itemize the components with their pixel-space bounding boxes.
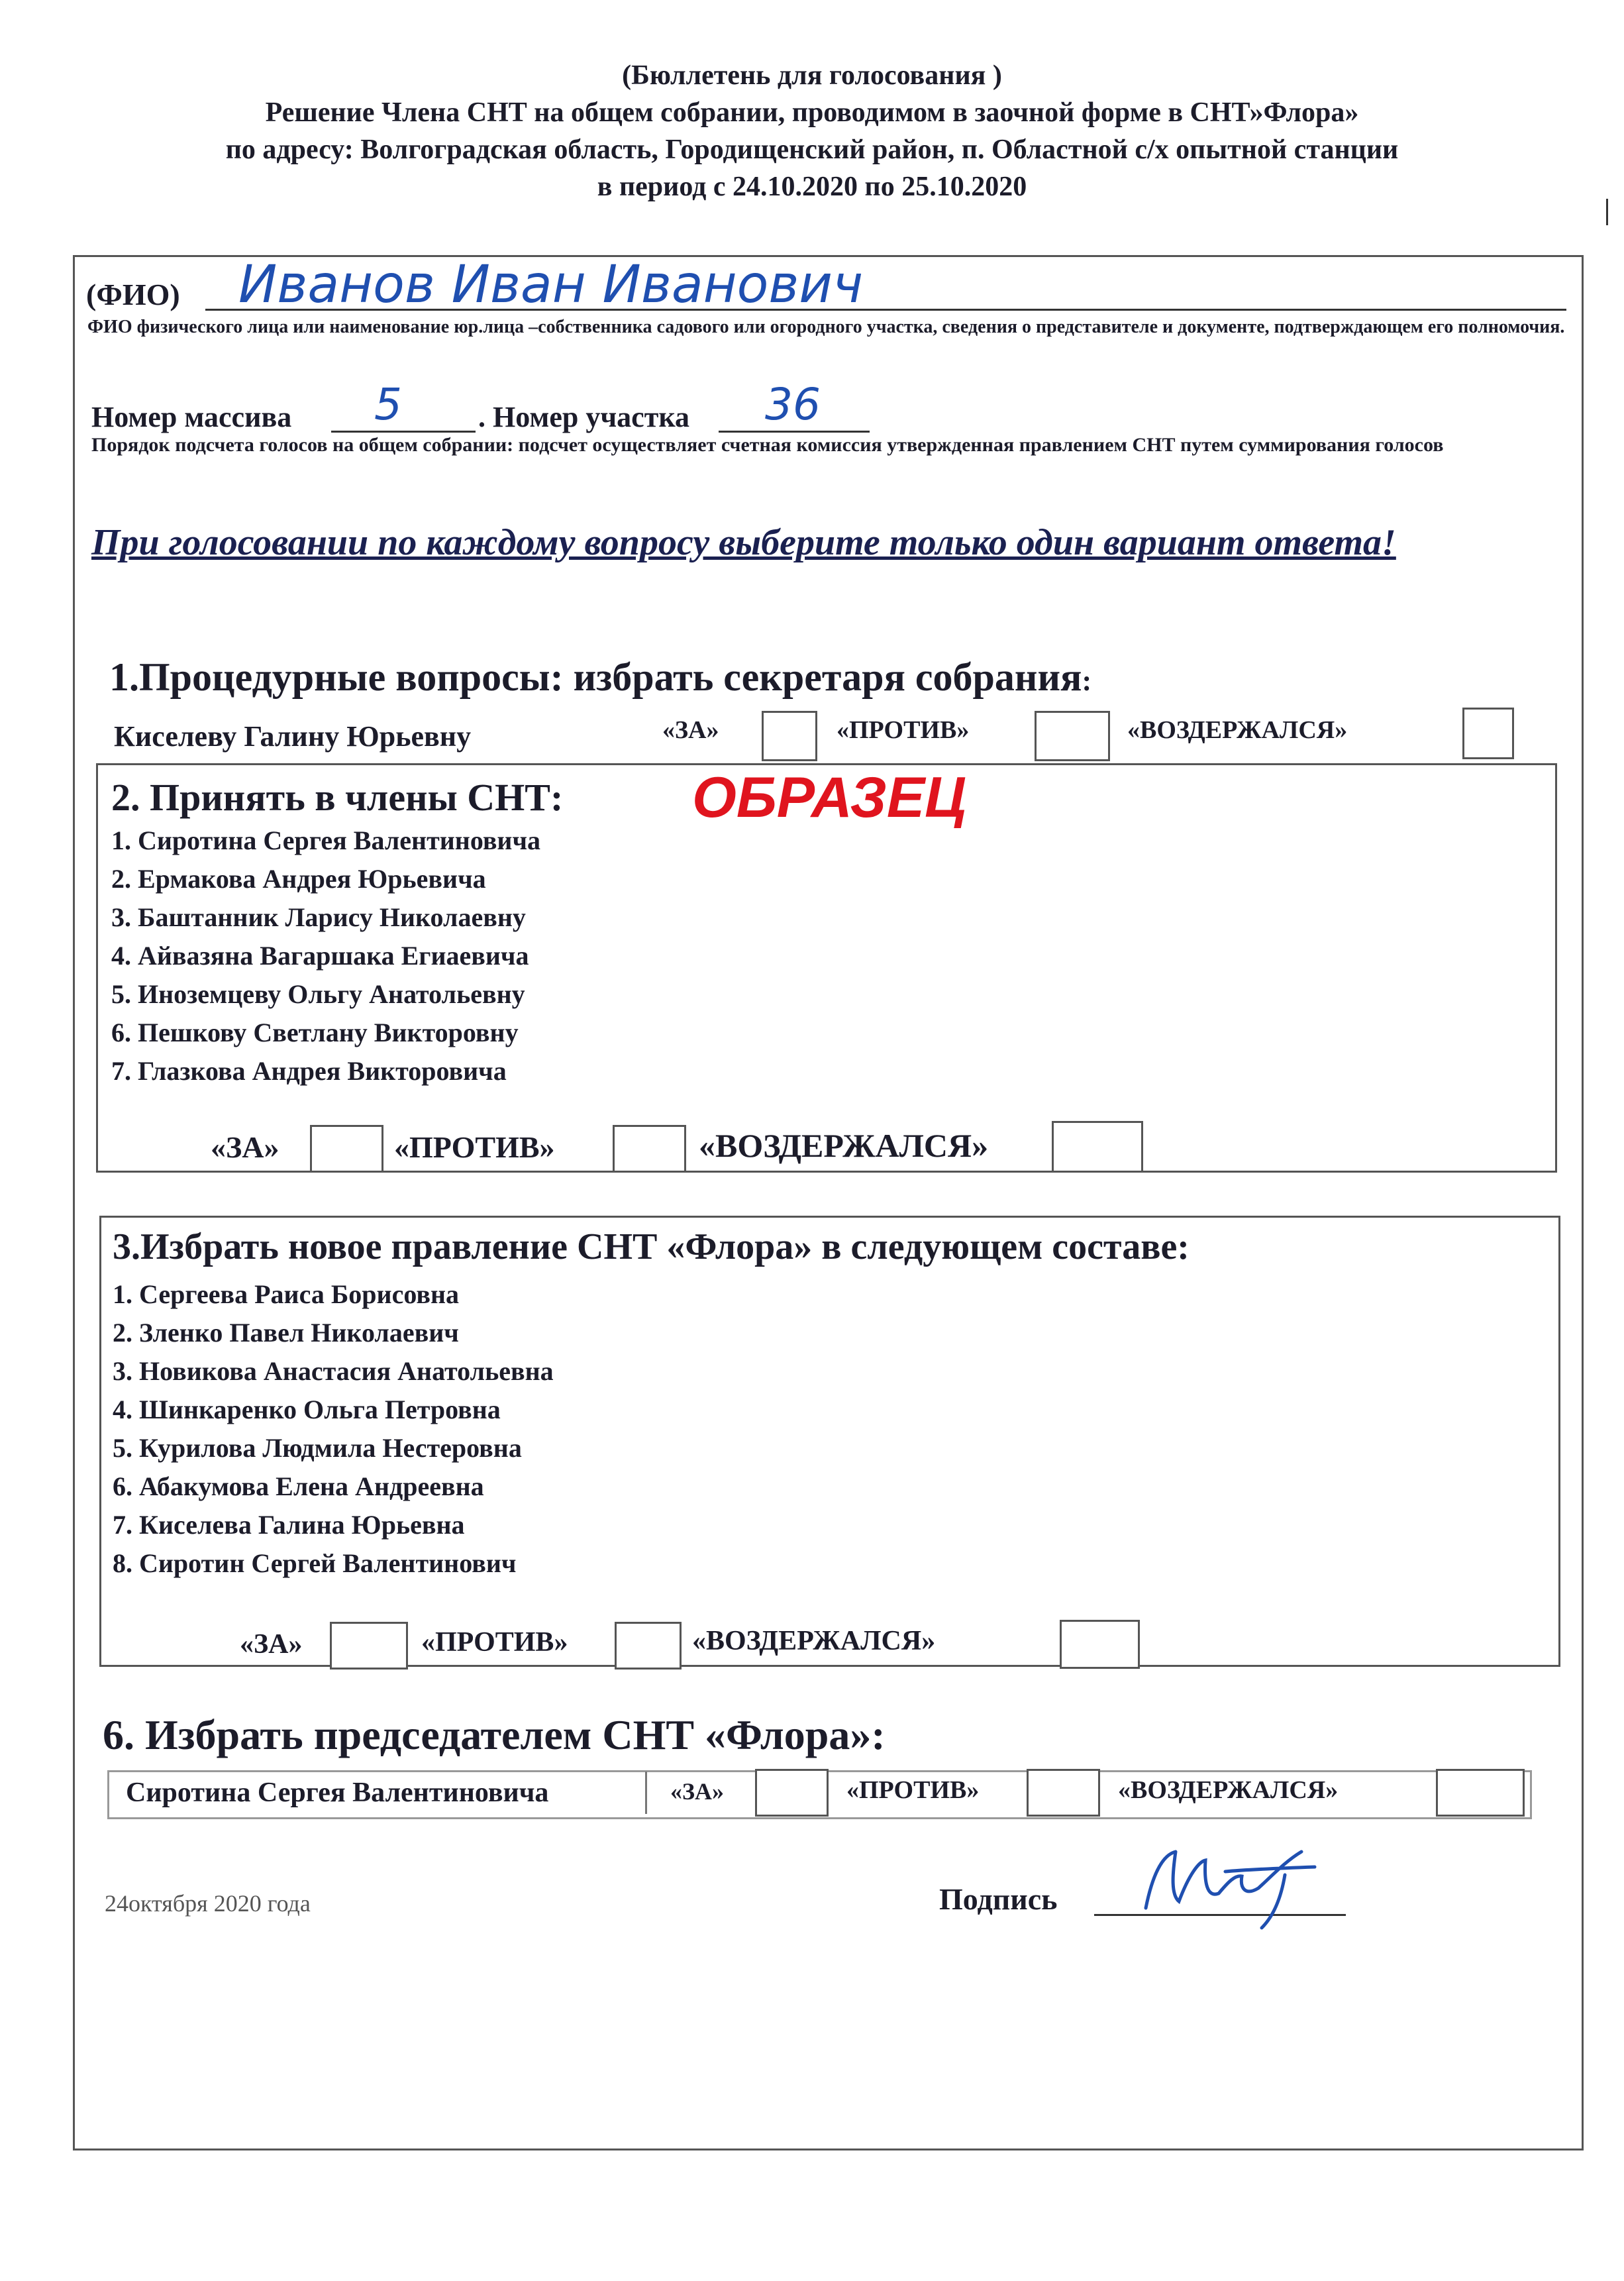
q3-protiv-checkbox[interactable]	[615, 1622, 682, 1670]
q3-list	[113, 1275, 554, 1583]
q6-protiv-label: «ПРОТИВ»	[846, 1776, 980, 1804]
ballot-header-line4: в период с 24.10.2020 по 25.10.2020	[597, 172, 1027, 202]
q2-list-item: 2. Ермакова Андрея Юрьевича	[111, 864, 486, 894]
q2-list-item: 1. Сиротина Сергея Валентиновича	[111, 825, 541, 855]
q2-za-checkbox[interactable]	[310, 1125, 383, 1173]
massiv-label: Номер массива	[91, 401, 292, 433]
q6-vozderzhalsya-label: «ВОЗДЕРЖАЛСЯ»	[1118, 1776, 1339, 1804]
q2-vozderzhalsya-checkbox[interactable]	[1052, 1121, 1143, 1173]
q2-list-item: 3. Баштанник Ларису Николаевну	[111, 902, 526, 932]
uchastok-label: . Номер участка	[478, 401, 689, 433]
q1-vozderzhalsya-checkbox[interactable]	[1462, 708, 1514, 759]
q3-list-item: 7. Киселева Галина Юрьевна	[113, 1510, 465, 1540]
q3-vozderzhalsya-label: «ВОЗДЕРЖАЛСЯ»	[692, 1626, 936, 1656]
q1-za-label: «ЗА»	[662, 716, 719, 744]
fio-note: ФИО физического лица или наименование юр.лица –собственника садового или огородного участка, сведения о представителе и документе, подтверждающем его полномочия.	[87, 317, 1565, 337]
q1-vozderzhalsya-label: «ВОЗДЕРЖАЛСЯ»	[1127, 716, 1348, 744]
q6-protiv-checkbox[interactable]	[1027, 1769, 1100, 1817]
q2-list	[111, 822, 540, 1090]
q3-list-item: 3. Новикова Анастасия Анатольевна	[113, 1356, 554, 1386]
voting-instruction: При голосовании по каждому вопросу выберите только один вариант ответа!	[91, 522, 1396, 563]
q1-title	[109, 655, 1091, 700]
q2-list-item: 5. Иноземцеву Ольгу Анатольевну	[111, 979, 525, 1009]
ballot-header-line1: (Бюллетень для голосования )	[622, 60, 1002, 91]
signature-mark[interactable]	[1126, 1835, 1345, 1935]
q1-protiv-label: «ПРОТИВ»	[837, 716, 970, 744]
q2-list-item: 6. Пешкову Светлану Викторовну	[111, 1018, 519, 1047]
q6-title: 6. Избрать председателем СНТ «Флора»:	[103, 1711, 886, 1758]
q2-vozderzhalsya-label: «ВОЗДЕРЖАЛСЯ»	[699, 1127, 989, 1164]
q2-list-item: 7. Глазкова Андрея Викторовича	[111, 1056, 507, 1086]
q3-protiv-label: «ПРОТИВ»	[421, 1627, 568, 1658]
fio-value[interactable]: Иванов Иван Иванович	[238, 255, 864, 315]
signature-text: Иван	[1126, 1835, 1128, 1836]
q6-za-label: «ЗА»	[670, 1778, 724, 1805]
q3-list-item: 2. Зленко Павел Николаевич	[113, 1318, 459, 1348]
q1-protiv-checkbox[interactable]	[1035, 711, 1110, 761]
fio-label: (ФИО)	[86, 278, 180, 311]
q6-za-checkbox[interactable]	[755, 1769, 829, 1817]
q2-protiv-checkbox[interactable]	[613, 1125, 686, 1173]
q1-za-checkbox[interactable]	[762, 711, 817, 761]
edge-mark	[1606, 199, 1608, 225]
q3-za-checkbox[interactable]	[330, 1622, 408, 1670]
ballot-date: 24октября 2020 года	[105, 1890, 311, 1917]
q1-title-colon: :	[1082, 664, 1092, 697]
count-note: Порядок подсчета голосов на общем собрании: подсчет осуществляет счетная комиссия утвержденная правлением СНТ путем суммирования голосов	[91, 434, 1444, 456]
q1-candidate: Киселеву Галину Юрьевну	[114, 720, 472, 753]
ballot-header-line2: Решение Члена СНТ на общем собрании, проводимом в заочной форме в СНТ»Флора»	[265, 97, 1359, 128]
q2-protiv-label: «ПРОТИВ»	[394, 1130, 555, 1164]
signature-label: Подпись	[939, 1882, 1058, 1916]
q3-list-item: 1. Сергеева Раиса Борисовна	[113, 1279, 459, 1309]
q3-title: 3.Избрать новое правление СНТ «Флора» в следующем составе:	[113, 1226, 1190, 1267]
q3-list-item: 5. Курилова Людмила Нестеровна	[113, 1433, 522, 1463]
q3-za-label: «ЗА»	[240, 1629, 303, 1660]
uchastok-value[interactable]: 36	[765, 379, 821, 430]
ballot-header-line3: по адресу: Волгоградская область, Городищенский район, п. Областной с/х опытной станции	[225, 134, 1399, 165]
q1-title-text: 1.Процедурные вопросы: избрать секретаря собрания	[109, 655, 1082, 699]
obrazets-stamp: ОБРАЗЕЦ	[692, 766, 966, 829]
q6-candidate: Сиротина Сергея Валентиновича	[126, 1777, 549, 1808]
q3-list-item: 4. Шинкаренко Ольга Петровна	[113, 1395, 501, 1424]
massiv-value[interactable]: 5	[374, 379, 402, 430]
q3-vozderzhalsya-checkbox[interactable]	[1060, 1620, 1140, 1669]
q2-za-label: «ЗА»	[211, 1130, 279, 1164]
q2-list-item: 4. Айвазяна Вагаршака Егиаевича	[111, 941, 529, 971]
q2-title: 2. Принять в члены СНТ:	[111, 776, 564, 819]
q3-list-item: 8. Сиротин Сергей Валентинович	[113, 1548, 517, 1578]
q6-vozderzhalsya-checkbox[interactable]	[1436, 1769, 1525, 1817]
q3-list-item: 6. Абакумова Елена Андреевна	[113, 1471, 484, 1501]
